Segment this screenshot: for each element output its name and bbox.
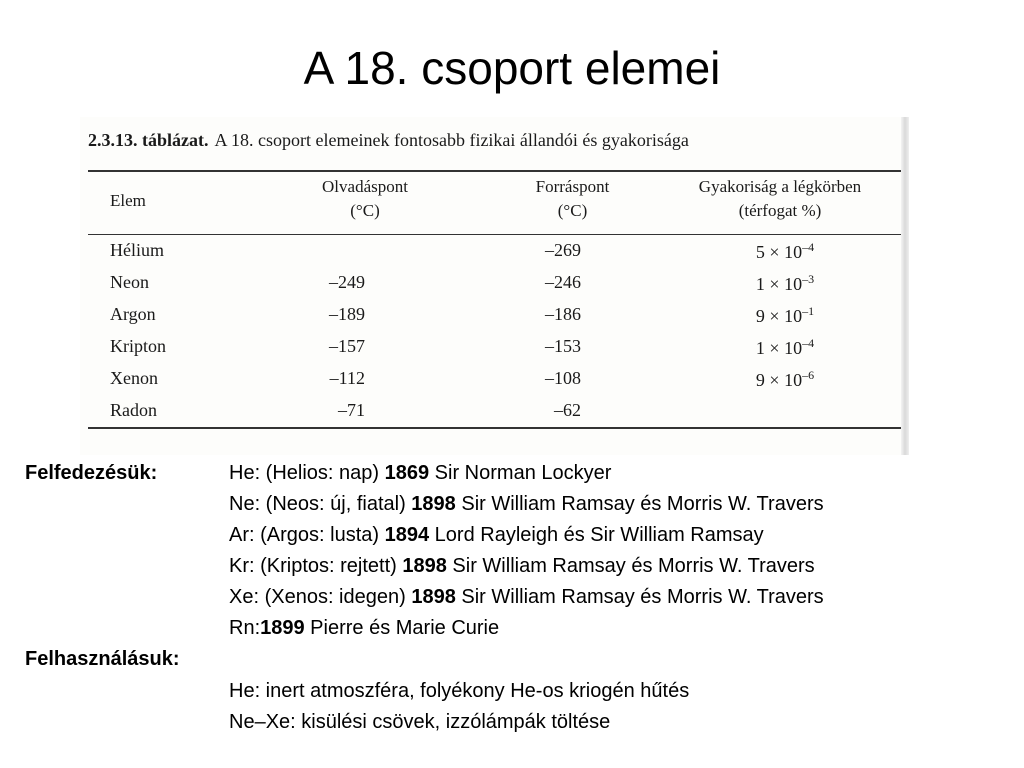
table-caption-text: A 18. csoport elemeinek fontosabb fizikai állandói és gyakorisága	[214, 130, 689, 150]
discovery-text: Rn:	[229, 617, 261, 639]
abundance-mantissa: 9 × 10	[755, 370, 803, 390]
discovery-discoverer: Sir William Ramsay és Morris W. Travers	[455, 493, 824, 515]
discovery-label: Felfedezésük:	[25, 462, 158, 484]
discovery-text: Xe: (Xenos: idegen)	[229, 586, 412, 608]
abundance-mantissa: 1 × 10	[755, 274, 803, 294]
discovery-text: Kr: (Kriptos: rejtett)	[229, 555, 403, 577]
table-header-rule	[88, 234, 908, 235]
discovery-discoverer: Pierre és Marie Curie	[304, 617, 500, 639]
cell-melting: –157	[329, 336, 365, 356]
abundance-mantissa: 9 × 10	[755, 306, 803, 326]
table-bottom-rule	[88, 427, 908, 429]
cell-abundance	[730, 336, 840, 359]
discovery-discoverer: Sir William Ramsay és Morris W. Travers	[446, 555, 815, 577]
cell-melting: –249	[329, 272, 365, 292]
abundance-mantissa: 1 × 10	[755, 338, 803, 358]
cell-boiling: –186	[545, 304, 581, 324]
abundance-exponent: –6	[802, 368, 815, 382]
discovery-discoverer: Sir William Ramsay és Morris W. Travers	[455, 586, 824, 608]
discovery-discoverer: Lord Rayleigh és Sir William Ramsay	[429, 524, 764, 546]
discovery-year: 1898	[411, 493, 456, 515]
cell-element: Radon	[110, 400, 157, 420]
cell-melting: –189	[329, 304, 365, 324]
table-row	[80, 300, 909, 332]
scanned-table-image	[80, 117, 909, 455]
usage-line: Ne–Xe: kisülési csövek, izzólámpák töltése	[229, 711, 611, 733]
usage-label: Felhasználásuk:	[25, 648, 180, 670]
discovery-line	[229, 617, 499, 640]
table-row	[80, 236, 909, 268]
usage-line: He: inert atmoszféra, folyékony He-os kriogén hűtés	[229, 680, 690, 702]
cell-melting: –71	[338, 400, 365, 420]
header-melting-label: Olvadáspont	[322, 177, 408, 196]
cell-element: Xenon	[110, 368, 158, 388]
discovery-discoverer: Sir Norman Lockyer	[429, 462, 612, 484]
discovery-year: 1898	[402, 555, 447, 577]
cell-boiling: –62	[554, 400, 581, 420]
discovery-year: 1869	[384, 462, 430, 484]
cell-element: Argon	[110, 304, 156, 324]
discovery-year: 1894	[384, 524, 430, 546]
page-title: A 18. csoport elemei	[303, 42, 721, 94]
cell-abundance	[730, 272, 840, 295]
cell-abundance	[730, 368, 840, 391]
discovery-line	[229, 524, 764, 547]
abundance-exponent: –4	[802, 240, 815, 254]
table-row	[80, 364, 909, 396]
cell-boiling: –108	[545, 368, 581, 388]
discovery-year: 1899	[260, 617, 305, 639]
table-caption-number: 2.3.13. táblázat.	[88, 130, 209, 150]
header-boiling-point	[490, 175, 655, 223]
table-row	[80, 332, 909, 364]
cell-boiling: –269	[545, 240, 581, 260]
header-abundance	[670, 175, 890, 223]
discovery-text: He: (Helios: nap)	[229, 462, 385, 484]
header-boiling-label: Forráspont	[535, 177, 610, 196]
cell-melting: –112	[329, 368, 365, 388]
table-row	[80, 268, 909, 300]
abundance-exponent: –1	[802, 304, 815, 318]
discovery-line	[229, 555, 815, 578]
discovery-text: Ar: (Argos: lusta)	[229, 524, 385, 546]
cell-boiling: –153	[545, 336, 581, 356]
scan-page-edge	[901, 117, 909, 455]
header-melting-unit: (°C)	[350, 201, 380, 220]
header-element: Elem	[110, 191, 146, 210]
table-row	[80, 396, 909, 428]
header-abundance-unit: (térfogat %)	[738, 201, 822, 220]
discovery-line	[229, 493, 824, 516]
abundance-mantissa: 5 × 10	[755, 242, 803, 262]
discovery-text: Ne: (Neos: új, fiatal)	[229, 493, 412, 515]
discovery-line	[229, 462, 611, 485]
abundance-exponent: –4	[802, 336, 815, 350]
cell-element: Hélium	[110, 240, 164, 260]
header-melting-point	[280, 175, 450, 223]
header-boiling-unit: (°C)	[557, 201, 588, 220]
cell-element: Kripton	[110, 336, 166, 356]
cell-abundance	[730, 240, 840, 263]
table-caption	[88, 130, 689, 151]
cell-element: Neon	[110, 272, 149, 292]
abundance-exponent: –3	[802, 272, 815, 286]
cell-boiling: –246	[545, 272, 581, 292]
discovery-line	[229, 586, 824, 609]
header-abundance-label: Gyakoriság a légkörben	[698, 177, 862, 196]
discovery-year: 1898	[411, 586, 456, 608]
cell-abundance	[730, 304, 840, 327]
table-top-rule	[88, 170, 908, 172]
